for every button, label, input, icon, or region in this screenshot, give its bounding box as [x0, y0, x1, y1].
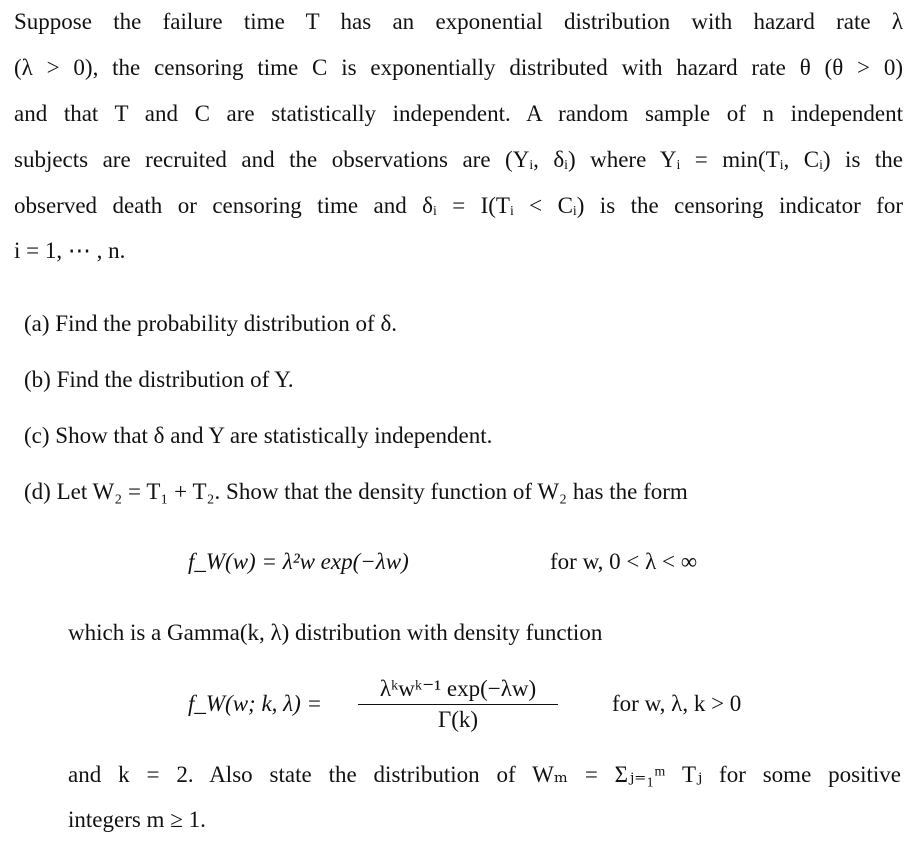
closing-line: integers m ≥ 1. [68, 807, 206, 832]
fraction-numerator: λᵏwᵏ⁻¹ exp(−λw) [358, 676, 558, 705]
intro-line: i = 1, ⋯ , n. [14, 238, 126, 263]
part-c: (c) Show that δ and Y are statistically independent. [24, 423, 493, 448]
formula-gamma-lhs: f_W(w; k, λ) = [188, 691, 323, 716]
fraction-denominator: Γ(k) [437, 707, 479, 732]
formula-gamma-condition: for w, λ, k > 0 [612, 691, 742, 716]
closing-line: and k = 2. Also state the distribution of Wₘ = Σⱼ₌₁ᵐ Tⱼ for some positive [68, 762, 901, 787]
formula-density-condition: for w, 0 < λ < ∞ [550, 549, 698, 574]
intro-line: subjects are recruited and the observations are (Yᵢ, δᵢ) where Yᵢ = min(Tᵢ, Cᵢ) is the [14, 147, 903, 172]
part-d: (d) Let W₂ = T₁ + T₂. Show that the density function of W₂ has the form [24, 479, 688, 504]
intro-line: observed death or censoring time and δᵢ = I(Tᵢ < Cᵢ) is the censoring indicator for [14, 193, 903, 218]
intro-line: and that T and C are statistically independent. A random sample of n independent [14, 101, 903, 126]
part-a: (a) Find the probability distribution of δ. [24, 311, 398, 336]
gamma-description: which is a Gamma(k, λ) distribution with density function [68, 620, 603, 645]
formula-gamma-fraction [358, 676, 558, 733]
part-b: (b) Find the distribution of Y. [24, 367, 294, 392]
intro-line: Suppose the failure time T has an exponential distribution with hazard rate λ [14, 9, 903, 34]
intro-line: (λ > 0), the censoring time C is exponentially distributed with hazard rate θ (θ > 0) [14, 55, 903, 80]
formula-density-lhs: f_W(w) = λ²w exp(−λw) [188, 549, 409, 574]
